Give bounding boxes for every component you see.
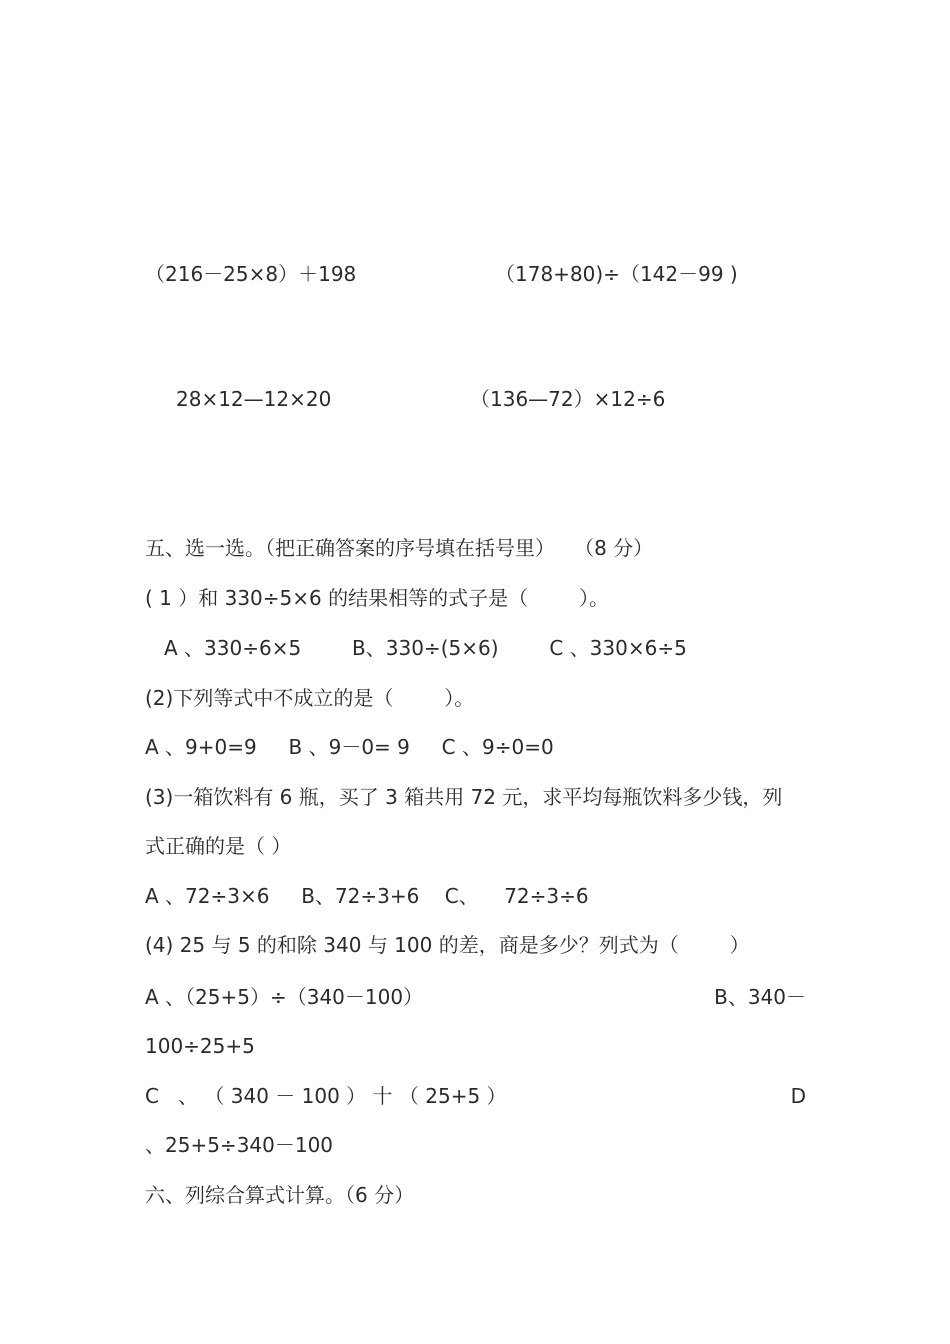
- expression-row1-right: （178+80)÷（142－99 ): [495, 262, 738, 286]
- expression-row2-right: （136—72）×12÷6: [470, 387, 666, 411]
- q2-question: (2)下列等式中不成立的是（ ）。: [145, 686, 475, 710]
- section6-heading: 六、列综合算式计算。（6 分）: [145, 1183, 415, 1207]
- q4-option-b: B、340－: [714, 985, 806, 1009]
- section5-heading: 五、选一选。（把正确答案的序号填在括号里） （8 分）: [145, 536, 654, 560]
- q3-question-line2: 式正确的是（ ）: [145, 834, 292, 858]
- q3-question-line1: (3)一箱饮料有 6 瓶，买了 3 箱共用 72 元，求平均每瓶饮料多少钱，列: [145, 785, 783, 809]
- q4-option-b-continued: 100÷25+5: [145, 1034, 255, 1058]
- q4-option-c: C 、 （ 340 － 100 ） 十 （ 25+5 ）: [145, 1084, 507, 1108]
- q4-option-d: D: [790, 1084, 806, 1108]
- q3-options: A 、72÷3×6 B、72÷3+6 C、 72÷3÷6: [145, 884, 589, 908]
- q1-question: ( 1 ）和 330÷5×6 的结果相等的式子是（ ）。: [145, 586, 609, 610]
- q1-options: A 、330÷6×5 B、330÷(5×6) C 、330×6÷5: [164, 636, 687, 660]
- q4-option-d-continued: 、25+5÷340－100: [145, 1133, 334, 1157]
- expression-row2-left: 28×12—12×20: [176, 387, 332, 411]
- expression-row1-left: （216－25×8）＋198: [145, 262, 357, 286]
- q2-options: A 、9+0=9 B 、9－0= 9 C 、9÷0=0: [145, 735, 554, 759]
- q4-option-a: A 、（25+5）÷（340－100）: [145, 985, 424, 1009]
- q4-question: (4) 25 与 5 的和除 340 与 100 的差，商是多少？列式为（ ）: [145, 933, 750, 957]
